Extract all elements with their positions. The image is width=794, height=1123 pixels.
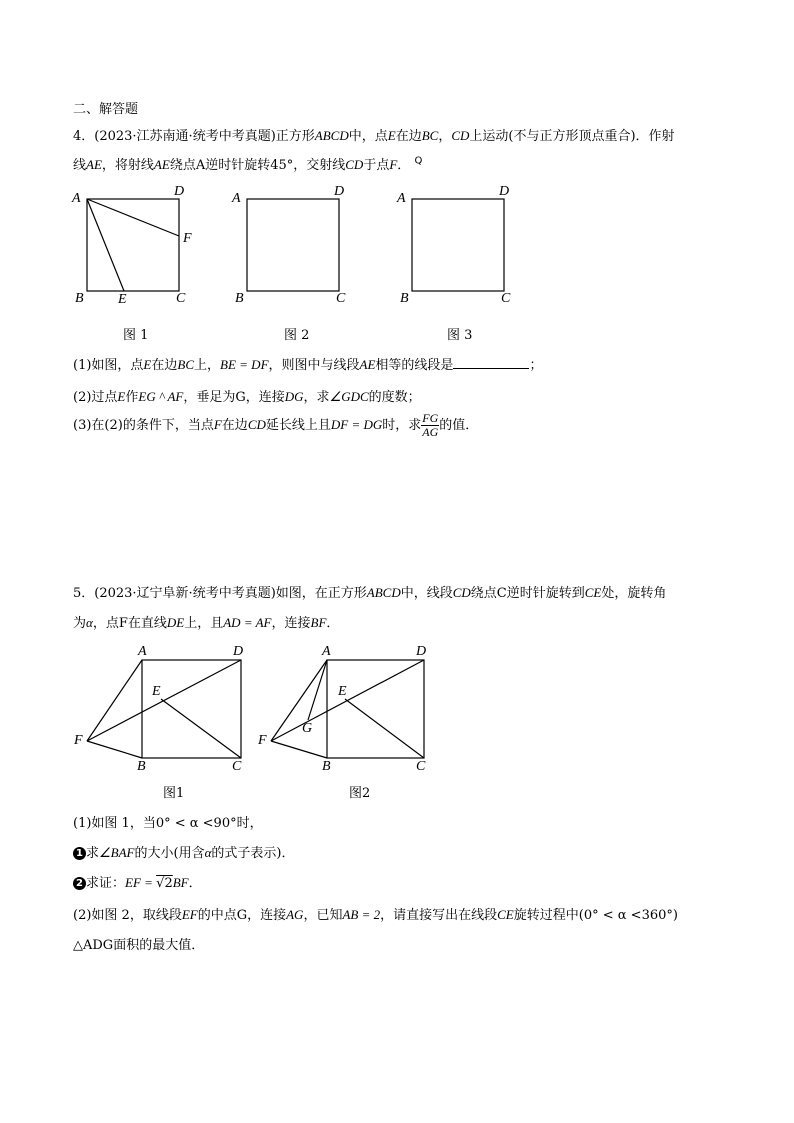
q5-fig2-caption: 图2 — [349, 786, 371, 801]
sqrt-two: √2 — [156, 876, 173, 891]
q4-part2: (2)过点E作EG ^ AF，垂足为G，连接DG，求∠GDC的度数； — [73, 389, 421, 405]
section-title: 二、解答题 — [73, 102, 139, 117]
q5-fig2-label-B: B — [322, 759, 331, 774]
q4-fig2-label-D: D — [334, 184, 345, 199]
q5-sub2: 2 求证：EF = √2BF． — [73, 872, 202, 891]
q4-fig1-label-B: B — [75, 291, 84, 306]
q5-fig1-label-A: A — [138, 644, 147, 659]
q5-part2: (2)如图 2，取线段EF的中点G，连接AG，已知AB = 2，请直接写出在线段CE旋转过程中(0° < α <360°) — [73, 907, 678, 923]
q5-fig2-label-F: F — [258, 733, 267, 748]
q5-stem-line2: 为α，点F在直线DE上，且AD = AF，连接BF． — [73, 615, 340, 631]
q5-fig2-label-E: E — [338, 684, 347, 699]
q4-stem-line1: 4．(2023·江苏南通·统考中考真题)正方形ABCD中，点E在边BC，CD上运动(不与正方形顶点重合)．作射 — [73, 128, 675, 144]
q5-sub1: 1 求∠BAF的大小(用含α的式子表示)． — [73, 842, 294, 861]
q-mark: Q — [414, 155, 423, 167]
q4-fig1-label-F: F — [183, 231, 192, 246]
q5-fig1-label-F: F — [74, 733, 83, 748]
q5-fig1-label-C: C — [232, 759, 242, 774]
q4-part3: (3)在(2)的条件下，当点F在边CD延长线上且DF = DG时，求 $\frac{FG}{AG}$ 的值． — [73, 411, 479, 439]
q4-fig2-label-B: B — [235, 291, 244, 306]
q4-fig2-label-C: C — [336, 291, 346, 306]
q4-fig1-label-D: D — [174, 184, 185, 199]
q4-fig3-caption: 图 3 — [447, 328, 473, 343]
q5-stem-line1: 5．(2023·辽宁阜新·统考中考真题)如图，在正方形ABCD中，线段CD绕点C逆时针旋转到CE处，旋转角 — [73, 585, 667, 601]
q4-fig3-label-D: D — [499, 184, 510, 199]
q4-fig2-caption: 图 2 — [284, 328, 310, 343]
fraction-fg-ag: $\frac{FG}{AG}$ — [422, 411, 439, 439]
circled-number-2: 2 — [73, 877, 86, 890]
q5-fig1-label-E: E — [152, 684, 161, 699]
q5-part2-line2: △ADG面积的最大值． — [73, 938, 205, 953]
q5-fig2-label-G: G — [302, 721, 313, 736]
q5-fig2-label-D: D — [416, 644, 427, 659]
q5-part1: (1)如图 1，当0° < α <90°时， — [73, 816, 263, 831]
q5-fig1-caption: 图1 — [163, 786, 185, 801]
q4-fig3-label-A: A — [397, 191, 406, 206]
q4-fig1-caption: 图 1 — [123, 328, 149, 343]
q4-fig2-label-A: A — [232, 191, 241, 206]
q4-fig1-label-A: A — [72, 191, 81, 206]
q4-part1: (1)如图，点E在边BC上，BE = DF，则图中与线段AE相等的线段是 ； — [73, 357, 543, 373]
q5-fig2-label-A: A — [322, 644, 331, 659]
q4-stem-line2: 线AE，将射线AE绕点A逆时针旋转45°，交射线CD于点F． $^Q$ — [73, 155, 423, 173]
q5-fig1-label-B: B — [137, 759, 146, 774]
circled-number-1: 1 — [73, 847, 86, 860]
q4-fig3-label-C: C — [501, 291, 511, 306]
q4-fig3-label-B: B — [400, 291, 409, 306]
q5-fig2-label-C: C — [416, 759, 426, 774]
q5-fig1-label-D: D — [233, 644, 244, 659]
q4-fig1-label-E: E — [118, 292, 127, 307]
q4-fig1-label-C: C — [176, 291, 186, 306]
